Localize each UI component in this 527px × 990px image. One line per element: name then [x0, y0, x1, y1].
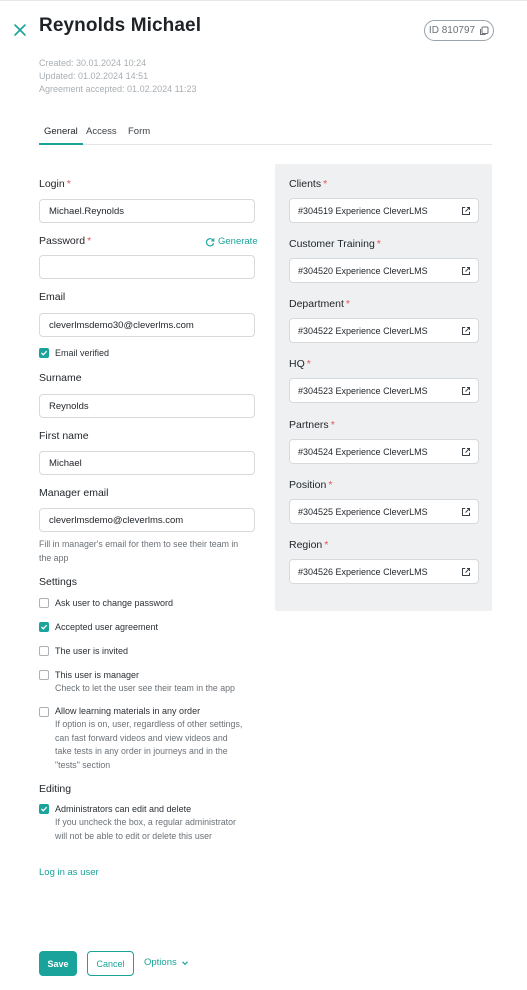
settings-heading: Settings [39, 576, 77, 588]
external-link-icon[interactable] [461, 326, 471, 336]
admins-edit-checkbox[interactable] [39, 804, 49, 814]
external-link-icon[interactable] [461, 266, 471, 276]
page-title: Reynolds Michael [39, 15, 202, 36]
password-label: Password * [39, 235, 92, 247]
manager-hint: Check to let the user see their team in the app [55, 683, 235, 693]
updated-date: Updated: 01.02.2024 14:51 [39, 71, 149, 81]
invited-checkbox[interactable] [39, 646, 49, 656]
group-select-region[interactable]: #304526 Experience CleverLMS [289, 559, 479, 584]
options-dropdown[interactable] [144, 957, 189, 968]
options-label: Options [144, 957, 177, 968]
save-button[interactable]: Save [39, 951, 77, 976]
firstname-input[interactable]: Michael [39, 451, 255, 475]
group-label-partners: Partners * [289, 419, 335, 431]
manager-email-hint: Fill in manager's email for them to see their team in the app [39, 539, 239, 563]
chevron-down-icon [181, 959, 189, 967]
generate-button[interactable] [205, 236, 258, 247]
login-label: Login * [39, 178, 71, 190]
external-link-icon[interactable] [461, 447, 471, 457]
editing-heading: Editing [39, 783, 72, 795]
manager-label: This user is manager [55, 670, 140, 680]
close-icon[interactable] [12, 22, 28, 38]
external-link-icon[interactable] [461, 507, 471, 517]
external-link-icon[interactable] [461, 206, 471, 216]
email-label: Email [39, 291, 66, 303]
copy-icon[interactable] [479, 26, 489, 36]
group-label-customer-training: Customer Training * [289, 238, 381, 250]
refresh-icon [205, 237, 215, 247]
any-order-checkbox[interactable] [39, 707, 49, 717]
accepted-agreement-checkbox[interactable] [39, 622, 49, 632]
manager-email-label: Manager email [39, 487, 109, 499]
group-select-department[interactable]: #304522 Experience CleverLMS [289, 318, 479, 343]
group-select-clients[interactable]: #304519 Experience CleverLMS [289, 198, 479, 223]
surname-input[interactable]: Reynolds [39, 394, 255, 418]
id-badge[interactable] [424, 20, 494, 41]
generate-label: Generate [218, 236, 258, 247]
group-label-clients: Clients * [289, 178, 328, 190]
surname-label: Surname [39, 372, 82, 384]
email-input[interactable]: cleverlmsdemo30@cleverlms.com [39, 313, 255, 337]
group-select-customer-training[interactable]: #304520 Experience CleverLMS [289, 258, 479, 283]
admins-edit-hint: If you uncheck the box, a regular administrator will not be able to edit or delete this user [55, 817, 236, 841]
manager-checkbox[interactable] [39, 670, 49, 680]
tab-form[interactable]: Form [128, 126, 151, 137]
group-select-hq[interactable]: #304523 Experience CleverLMS [289, 378, 479, 403]
group-select-partners[interactable]: #304524 Experience CleverLMS [289, 439, 479, 464]
password-input[interactable] [39, 255, 255, 279]
cancel-button[interactable]: Cancel [87, 951, 134, 976]
top-divider [0, 0, 527, 1]
tab-general[interactable]: General [44, 126, 78, 137]
any-order-label: Allow learning materials in any order [55, 706, 201, 716]
external-link-icon[interactable] [461, 567, 471, 577]
admins-edit-label: Administrators can edit and delete [55, 804, 192, 814]
group-label-region: Region * [289, 539, 329, 551]
manager-email-input[interactable]: cleverlmsdemo@cleverlms.com [39, 508, 255, 532]
group-label-department: Department * [289, 298, 350, 310]
record-meta [39, 57, 196, 96]
any-order-hint: If option is on, user, regardless of other settings, can fast forward videos and view videos and take tests in any order in journeys and in the "tests" section [55, 719, 243, 770]
tab-access[interactable]: Access [86, 126, 117, 137]
group-label-position: Position * [289, 479, 333, 491]
email-verified-checkbox[interactable] [39, 348, 49, 358]
accepted-agreement-label: Accepted user agreement [55, 622, 159, 632]
id-badge-text: ID 810797 [428, 25, 476, 36]
firstname-label: First name [39, 430, 89, 442]
external-link-icon[interactable] [461, 386, 471, 396]
login-input[interactable]: Michael.Reynolds [39, 199, 255, 223]
agreement-date: Agreement accepted: 01.02.2024 11:23 [39, 84, 197, 94]
invited-label: The user is invited [55, 646, 129, 656]
group-select-position[interactable]: #304525 Experience CleverLMS [289, 499, 479, 524]
created-date: Created: 30.01.2024 10:24 [39, 58, 147, 68]
tab-bar [39, 124, 492, 145]
ask-change-password-checkbox[interactable] [39, 598, 49, 608]
login-as-user-link[interactable]: Log in as user [39, 867, 99, 878]
email-verified-label: Email verified [55, 348, 110, 358]
group-label-hq: HQ * [289, 358, 311, 370]
ask-change-password-label: Ask user to change password [55, 598, 174, 608]
